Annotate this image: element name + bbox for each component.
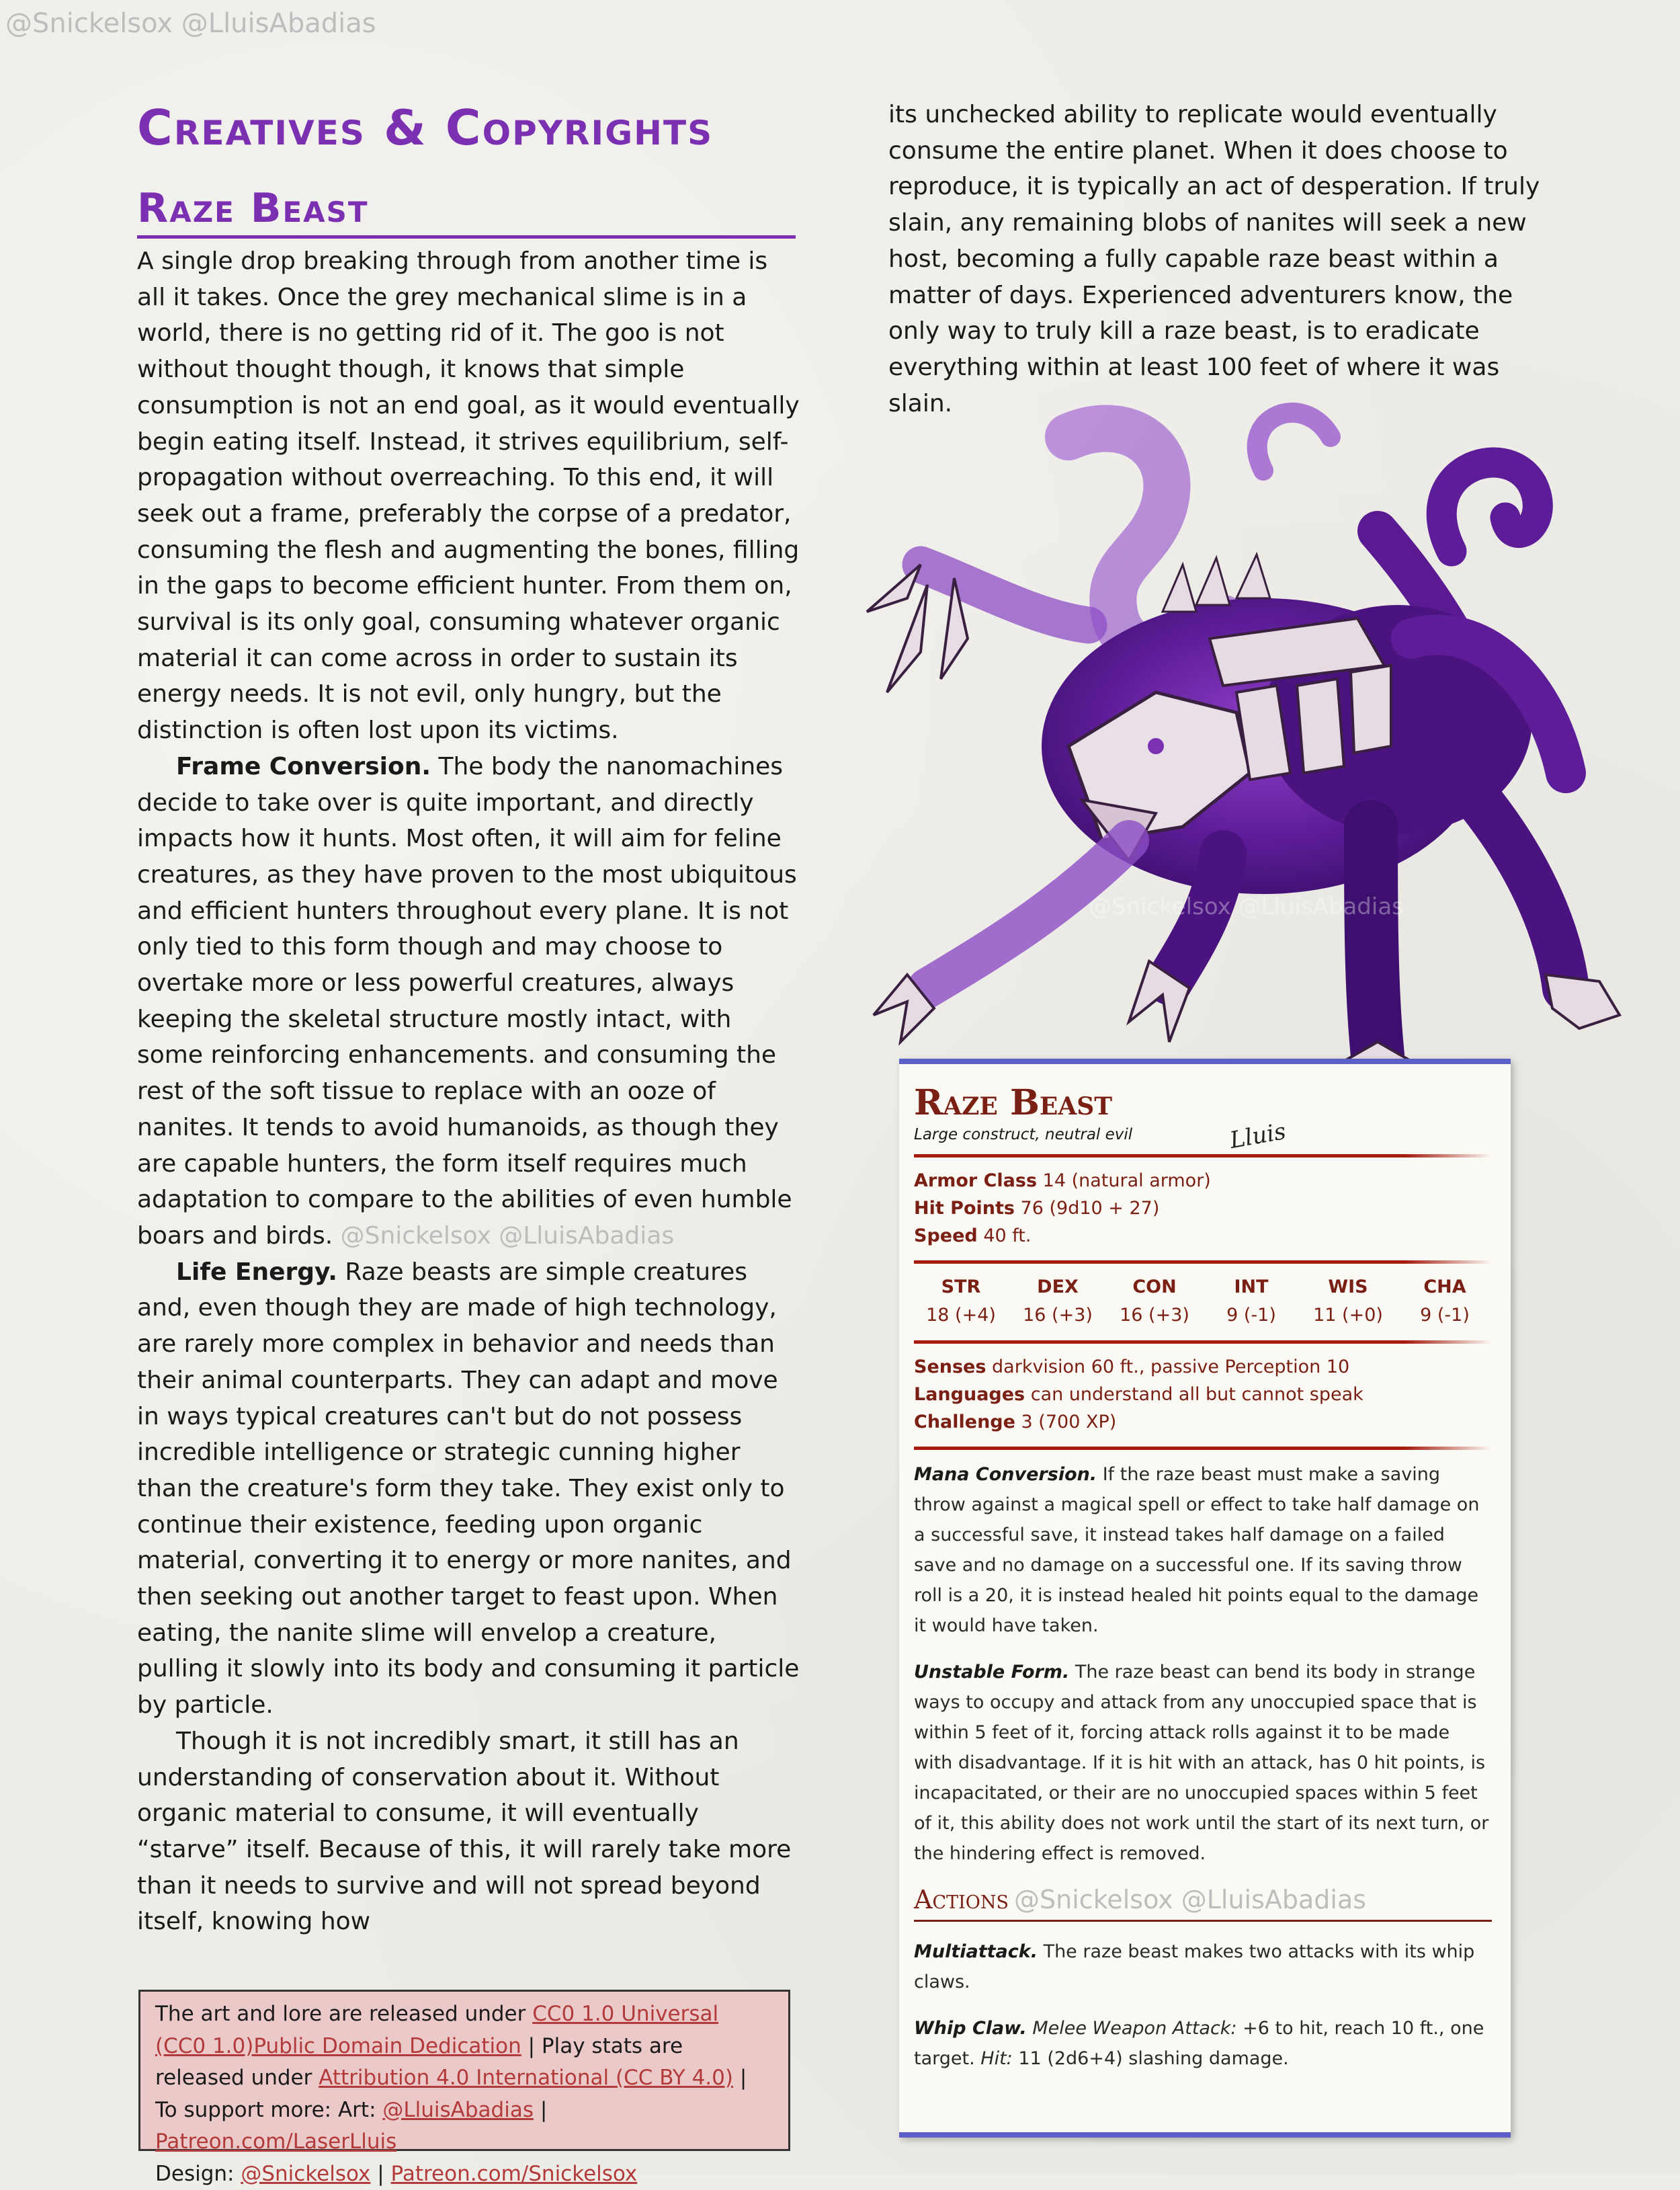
frame-conversion-text: The body the nanomachines decide to take over is quite important, and directly impacts how it hunts. Most often, it will aim for feline creatures, as they have proven to the most ubiquitous and efficient hunters throughout every plane. It is not only tied to this form though and may choose to overtake more or less powerful creatures, always keeping the skeletal structure mostly intact, with some reinforcing enhancements. and consuming the rest of the soft tissue to replace with an ooze of nanites. It tends to avoid humanoids, as though they are capable hunters, the form itself requires much adaptation to compare to the abilities of even humble boars and birds. (137, 752, 797, 1250)
stat-rule (914, 1260, 1492, 1264)
cc-by-link[interactable]: Attribution 4.0 International (CC BY 4.0) (319, 2066, 733, 2090)
artist-patreon-link[interactable]: Patreon.com/LaserLluis (155, 2130, 397, 2154)
license-box (138, 1990, 790, 2186)
inline-watermark: @Snickelsox @LluisAbadias (340, 1221, 675, 1250)
art-watermark: @Snickelsox @LluisAbadias (1089, 893, 1404, 920)
license-text: | (370, 2161, 391, 2186)
actions-rule (914, 1920, 1492, 1922)
stat-rule (914, 1154, 1492, 1158)
ability-str: STR 18 (+4) (926, 1276, 996, 1326)
designer-patreon-link[interactable]: Patreon.com/Snickelsox (390, 2161, 638, 2186)
ability-int: INT 9 (-1) (1226, 1276, 1276, 1326)
intro-paragraph: A single drop breaking through from another time is all it takes. Once the grey mechanical slime is in a world, there is no getting rid of it. The goo is not without thought though, it knows that simple consumption is not an end goal, as it would eventually begin eating itself. Instead, it strives equilibrium, self-propagation without overreaching. To this end, it will seek out a frame, preferably the corpse of a predator, consuming the flesh and augmenting the bones, filling in the gaps to become efficient hunter. From them on, survival is its only goal, consuming whatever organic material it can come across in order to sustain its energy needs. It is not evil, only hungry, but the distinction is often lost upon its victims. (137, 247, 800, 745)
stat-block-name: Raze Beast (914, 1082, 1113, 1123)
cc0-link[interactable]: CC0 1.0 Universal (CC0 1.0)Public Domain Dedication (155, 2002, 719, 2058)
conservation-continued: its unchecked ability to replicate would eventually consume the entire planet. When it does choose to reproduce, it is typically an act of desperation. If truly slain, any remaining blobs of nanites will seek a new host, becoming a fully capable raze beast within a matter of days. Experienced adventurers know, the only way to truly kill a raze beast, is to eradicate everything within at least 100 feet of where it was slain. (888, 101, 1540, 417)
life-energy-text: Raze beasts are simple creatures and, even though they are made of high technology, are rarely more complex in behavior and needs than their animal counterparts. They can adapt and move in ways typical creatures can't but do not possess incredible intelligence or strategic cunning higher than the creature's form they take. They exist only to continue their existence, feeding upon organic material, converting it to energy or more nanites, and then seeking out another target to feast upon. When eating, the nanite slime will envelop a creature, pulling it slowly into its body and consuming it particle by particle. (137, 1258, 800, 1719)
watermark-top: @Snickelsox @LluisAbadias (5, 8, 376, 39)
section-title: Raze Beast (137, 185, 369, 232)
senses: Senses darkvision 60 ft., passive Perception 10 (914, 1356, 1350, 1377)
conservation-paragraph: Though it is not incredibly smart, it still has an understanding of conservation about it. Without organic material to consume, it will eventually “starve” itself. Because of this, it will rarely take more than it needs to survive and will not spread beyond itself, knowing how (137, 1727, 792, 1936)
left-column (137, 243, 802, 1940)
stat-rule (914, 1340, 1492, 1344)
actions-watermark: @Snickelsox @LluisAbadias (1014, 1885, 1367, 1914)
artist-signature: Lluis (1228, 1118, 1288, 1154)
speed: Speed 40 ft. (914, 1225, 1032, 1246)
section-rule (137, 235, 796, 239)
page-title: Creatives & Copyrights (137, 99, 714, 156)
trait-mana-conversion: Mana Conversion. If the raze beast must make a saving throw against a magical spell or effect to take half damage on a successful save, it instead takes half damage on a failed save and no damage on a successful one. If its saving throw roll is a 20, it is instead healed hit points equal to the damage it would have taken. (914, 1464, 1480, 1636)
ability-wis: WIS 11 (+0) (1313, 1276, 1383, 1326)
designer-handle-link[interactable]: @Snickelsox (241, 2161, 371, 2186)
license-text: | (534, 2097, 548, 2122)
action-whip-claw: Whip Claw. Melee Weapon Attack: +6 to hit, reach 10 ft., one target. Hit: 11 (2d6+4) slashing damage. (914, 2018, 1484, 2069)
frame-conversion-heading: Frame Conversion. (176, 752, 431, 780)
license-text: | To support more: Art: (155, 2066, 747, 2122)
license-text: Design: (155, 2161, 241, 2186)
languages: Languages can understand all but cannot speak (914, 1384, 1363, 1405)
stat-block (899, 1059, 1511, 2138)
action-multiattack: Multiattack. The raze beast makes two attacks with its whip claws. (914, 1941, 1475, 1992)
right-column (888, 97, 1560, 421)
life-energy-paragraph (137, 1254, 802, 1723)
challenge: Challenge 3 (700 XP) (914, 1412, 1117, 1432)
life-energy-heading: Life Energy. (176, 1258, 337, 1286)
armor-class: Armor Class 14 (natural armor) (914, 1170, 1211, 1191)
license-text: The art and lore are released under (155, 2002, 533, 2026)
frame-conversion-paragraph (137, 749, 802, 1254)
ability-scores (914, 1273, 1492, 1330)
stat-rule (914, 1447, 1492, 1450)
artist-handle-link[interactable]: @LluisAbadias (382, 2097, 534, 2122)
license-text: | Play stats are released under (155, 2033, 683, 2090)
stat-block-type: Large construct, neutral evil (914, 1126, 1133, 1143)
ability-con: CON 16 (+3) (1120, 1276, 1189, 1326)
ability-cha: CHA 9 (-1) (1420, 1276, 1470, 1326)
trait-unstable-form: Unstable Form. The raze beast can bend its body in strange ways to occupy and attack from any unoccupied space that is within 5 feet of it, forcing attack rolls against it to be made with disadvantage. If it is hit with an attack, has 0 hit points, is incapacitated, or their are no unoccupied spaces within 5 feet of it, this ability does not work until the start of its next turn, or the hindering effect is removed. (914, 1662, 1489, 1864)
ability-dex: DEX 16 (+3) (1023, 1276, 1093, 1326)
hit-points: Hit Points 76 (9d10 + 27) (914, 1198, 1160, 1219)
actions-heading: Actions @Snickelsox @LluisAbadias (914, 1885, 1367, 1914)
